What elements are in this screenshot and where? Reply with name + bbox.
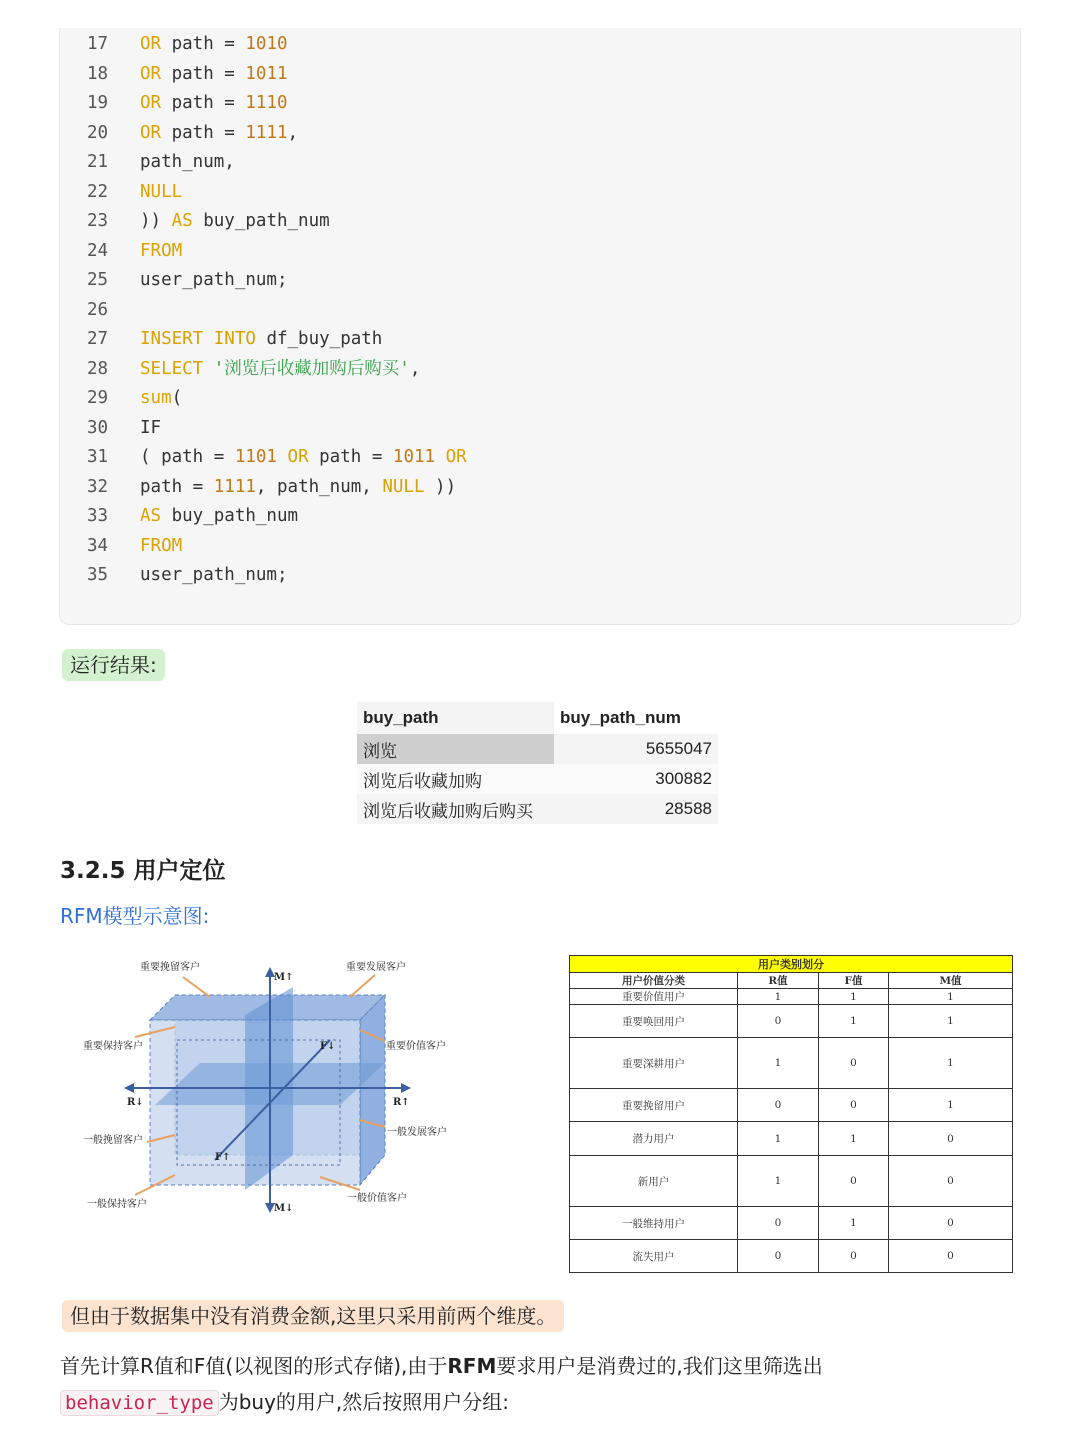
- inline-code-behavior-type: behavior_type: [60, 1390, 219, 1416]
- code-token: AS: [140, 506, 162, 526]
- table-cell: 0: [819, 1038, 889, 1089]
- code-token: path =: [161, 122, 246, 143]
- table-cell: 重要挽留用户: [570, 1089, 738, 1122]
- line-number: 21: [87, 152, 109, 172]
- label-important-value: 重要价值客户: [386, 1041, 446, 1052]
- table-row: [570, 989, 1013, 1005]
- table-cell: 0: [738, 1207, 819, 1240]
- table-row: [357, 764, 718, 794]
- code-token: OR: [140, 122, 162, 143]
- code-token: INSERT INTO: [140, 329, 256, 349]
- para-text-1: 首先计算R值和F值(以视图的形式存储),由于: [60, 1354, 448, 1378]
- code-text: [140, 118, 298, 148]
- code-token: , path_num,: [255, 476, 383, 497]
- code-text: [140, 501, 298, 531]
- line-number: 18: [87, 63, 109, 84]
- label-general-retain: 一般挽留客户: [83, 1135, 143, 1146]
- code-token: NULL: [382, 476, 425, 497]
- code-token: 1110: [245, 93, 288, 113]
- code-token: ,: [409, 358, 421, 379]
- cube-right-face: [360, 995, 385, 1185]
- line-number: 20: [87, 122, 109, 143]
- code-token: OR: [287, 447, 309, 467]
- code-token: [277, 447, 288, 467]
- code-token: )): [140, 211, 172, 231]
- table-cell: 1: [738, 989, 819, 1005]
- line-number: 31: [87, 447, 109, 467]
- code-text: [140, 265, 288, 295]
- rfm-cube-diagram: [75, 945, 515, 1225]
- code-token: AS: [171, 211, 193, 231]
- header-r: R值: [738, 973, 819, 989]
- code-text: [140, 206, 330, 236]
- code-token: sum: [140, 388, 172, 408]
- para-text-3: 为buy的用户,然后按照用户分组:: [218, 1390, 510, 1414]
- code-text: [140, 29, 288, 59]
- user-class-table: [569, 955, 1013, 1273]
- code-token: OR: [140, 63, 162, 84]
- table-cell: 0: [889, 1122, 1013, 1156]
- cell-path: 浏览后收藏加购: [357, 764, 554, 794]
- line-number: 34: [87, 535, 109, 556]
- leader-line: [183, 977, 210, 997]
- body-paragraph: [60, 1348, 1020, 1421]
- code-token: path =: [161, 63, 246, 84]
- line-number: 29: [87, 388, 109, 408]
- table-row: [570, 1122, 1013, 1156]
- line-number: 23: [87, 211, 109, 231]
- label-m-down: M↓: [274, 1203, 294, 1214]
- code-token: OR: [140, 34, 162, 54]
- code-text: [140, 147, 235, 177]
- code-text: [140, 442, 467, 472]
- table-row: [570, 1240, 1013, 1273]
- label-important-keep: 重要保持客户: [83, 1041, 143, 1052]
- leader-line: [350, 975, 375, 997]
- code-token: IF: [140, 417, 162, 438]
- code-token: OR: [140, 93, 162, 113]
- code-text: [140, 177, 182, 207]
- label-r-down: R↓: [127, 1097, 144, 1108]
- code-token: path =: [140, 476, 214, 497]
- table-cell: 0: [819, 1240, 889, 1273]
- header-f: F值: [819, 973, 889, 989]
- table-cell: 1: [889, 1089, 1013, 1122]
- code-text: [140, 413, 161, 443]
- table-cell: 0: [889, 1240, 1013, 1273]
- code-text: [140, 531, 182, 561]
- para-bold-rfm: RFM: [447, 1354, 497, 1378]
- code-token: )): [424, 476, 457, 497]
- header-value-class: 用户价值分类: [570, 973, 738, 989]
- user-table-title: 用户类别划分: [570, 956, 1013, 973]
- line-number: 33: [87, 506, 109, 526]
- code-token: NULL: [140, 181, 183, 202]
- table-cell: 1: [819, 1122, 889, 1156]
- table-row: [357, 794, 718, 824]
- table-cell: 重要深耕用户: [570, 1038, 738, 1089]
- code-text: [140, 383, 182, 413]
- code-token: 1011: [245, 63, 288, 84]
- table-cell: 潜力用户: [570, 1122, 738, 1156]
- code-token: FROM: [140, 240, 183, 261]
- table-cell: 1: [889, 1005, 1013, 1038]
- code-token: buy_path_num: [192, 211, 330, 231]
- run-result-label: 运行结果:: [62, 649, 165, 681]
- r-axis-arrow-left: [124, 1083, 134, 1093]
- table-cell: 1: [889, 989, 1013, 1005]
- table-row: [570, 1038, 1013, 1089]
- table-cell: 新用户: [570, 1156, 738, 1207]
- code-token: user_path_num;: [140, 270, 288, 290]
- section-heading: 3.2.5 用户定位: [60, 858, 226, 884]
- label-important-develop: 重要发展客户: [346, 962, 406, 973]
- header-buy-path-num: buy_path_num: [554, 702, 718, 734]
- code-text: [140, 88, 288, 118]
- line-number: 22: [87, 181, 109, 202]
- label-general-keep: 一般保持客户: [87, 1199, 147, 1210]
- code-text: [140, 236, 182, 266]
- line-number: 17: [87, 34, 109, 54]
- table-cell: 重要价值用户: [570, 989, 738, 1005]
- code-text: [140, 472, 456, 502]
- table-cell: 0: [738, 1240, 819, 1273]
- table-cell: 0: [819, 1156, 889, 1207]
- code-token: SELECT: [140, 358, 204, 379]
- table-header-row: [357, 702, 718, 734]
- code-token: path =: [161, 34, 246, 54]
- table-row: [570, 1156, 1013, 1207]
- cell-count: 300882: [554, 764, 718, 794]
- line-number: 27: [87, 329, 109, 349]
- table-cell: 1: [738, 1038, 819, 1089]
- code-token: df_buy_path: [255, 329, 383, 349]
- code-text: [140, 324, 382, 354]
- header-m: M值: [889, 973, 1013, 989]
- code-text: [140, 354, 420, 384]
- label-f-up: F↑: [215, 1152, 231, 1163]
- line-number: 24: [87, 240, 109, 261]
- code-token: (: [171, 388, 183, 408]
- table-cell: 0: [889, 1207, 1013, 1240]
- table-cell: 重要唤回用户: [570, 1005, 738, 1038]
- r-axis-arrow-right: [401, 1083, 411, 1093]
- label-m-up: M↑: [274, 972, 294, 983]
- result-table: [357, 702, 718, 824]
- code-token: FROM: [140, 535, 183, 556]
- label-important-retain: 重要挽留客户: [140, 962, 200, 973]
- table-cell: 流失用户: [570, 1240, 738, 1273]
- header-buy-path: buy_path: [357, 702, 554, 734]
- line-number: 35: [87, 565, 109, 585]
- label-f-down: F↓: [320, 1041, 336, 1052]
- table-row: [357, 734, 718, 764]
- code-token: 1101: [234, 447, 277, 467]
- line-number: 26: [87, 299, 109, 320]
- cell-path: 浏览后收藏加购后购买: [357, 794, 554, 824]
- para-text-2: 要求用户是消费过的,我们这里筛选出: [496, 1354, 823, 1378]
- table-cell: 一般维持用户: [570, 1207, 738, 1240]
- label-r-up: R↑: [393, 1097, 410, 1108]
- code-token: '浏览后收藏加购后购买': [213, 358, 410, 379]
- code-token: path =: [308, 447, 393, 467]
- code-token: buy_path_num: [161, 506, 299, 526]
- table-cell: 1: [819, 989, 889, 1005]
- note-highlight: 但由于数据集中没有消费金额,这里只采用前两个维度。: [62, 1300, 564, 1332]
- code-token: path_num,: [140, 152, 235, 172]
- code-token: path =: [161, 93, 246, 113]
- line-number: 30: [87, 417, 109, 438]
- code-token: 1010: [245, 34, 288, 54]
- cell-count: 5655047: [554, 734, 718, 764]
- rfm-diagram-link[interactable]: RFM模型示意图:: [60, 904, 210, 928]
- code-token: OR: [445, 447, 467, 467]
- code-token: 1111: [213, 476, 256, 497]
- code-token: ( path =: [140, 447, 235, 467]
- line-number: 19: [87, 93, 109, 113]
- code-text: [140, 560, 288, 590]
- table-cell: 0: [819, 1089, 889, 1122]
- table-cell: 0: [738, 1005, 819, 1038]
- table-row: [570, 1207, 1013, 1240]
- table-row: [570, 1005, 1013, 1038]
- table-cell: 0: [738, 1089, 819, 1122]
- line-number: 28: [87, 358, 109, 379]
- table-cell: 1: [738, 1122, 819, 1156]
- code-token: user_path_num;: [140, 565, 288, 585]
- code-token: [203, 359, 214, 379]
- label-general-develop: 一般发展客户: [387, 1127, 447, 1138]
- code-token: ,: [287, 122, 299, 143]
- code-token: [435, 447, 446, 467]
- table-cell: 0: [889, 1156, 1013, 1207]
- table-row: [570, 1089, 1013, 1122]
- code-block: [59, 28, 1021, 625]
- line-number: 32: [87, 476, 109, 497]
- code-text: [140, 59, 288, 89]
- code-token: 1011: [392, 447, 436, 467]
- line-number: 25: [87, 270, 109, 290]
- table-cell: 1: [819, 1005, 889, 1038]
- table-cell: 1: [819, 1207, 889, 1240]
- cell-count: 28588: [554, 794, 718, 824]
- code-token: 1111: [245, 122, 288, 143]
- label-general-value: 一般价值客户: [347, 1193, 407, 1204]
- table-cell: 1: [738, 1156, 819, 1207]
- cell-path: 浏览: [357, 734, 554, 764]
- table-cell: 1: [889, 1038, 1013, 1089]
